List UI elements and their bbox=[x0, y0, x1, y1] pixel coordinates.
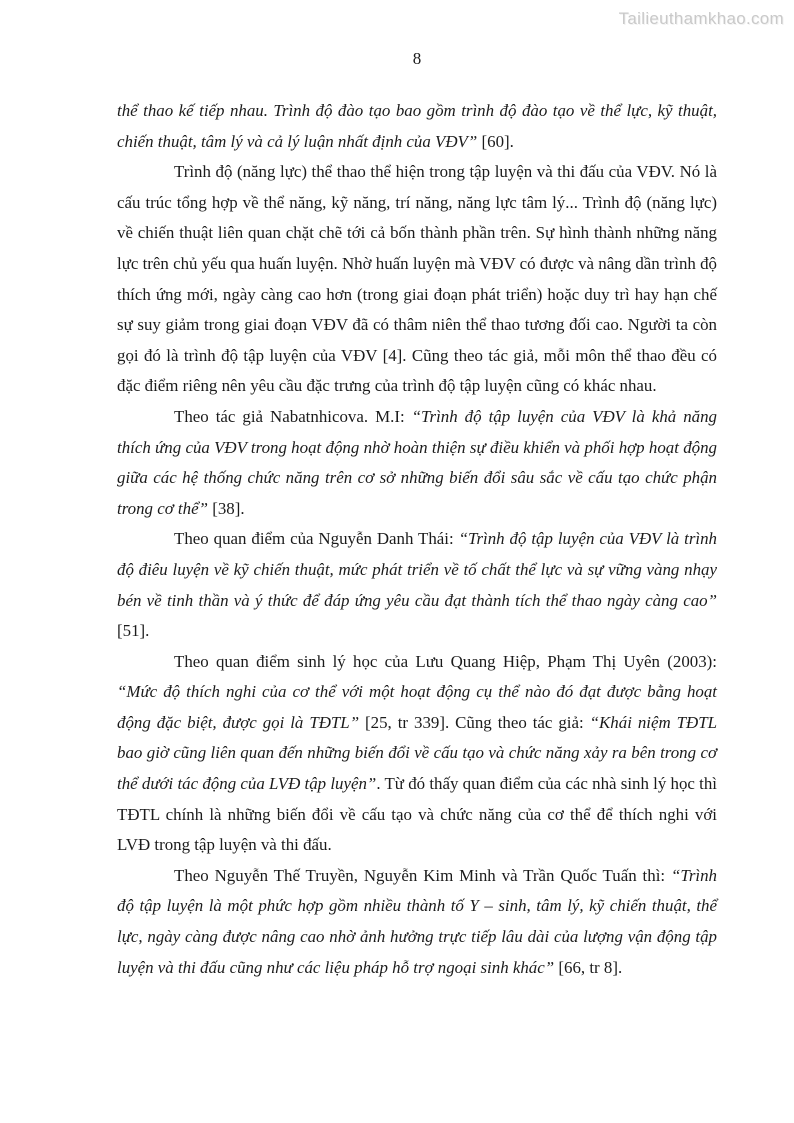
body-text: [51]. bbox=[117, 621, 150, 641]
body-text: Theo Nguyễn Thế Truyền, Nguyễn Kim Minh và Trần Quốc Tuấn thì: bbox=[174, 865, 671, 885]
quoted-italic-text: “Trình độ tập luyện là một phức hợp gồm nhiều thành tố Y – sinh, tâm lý, kỹ chiến thuật, thể lực, ngày càng được nâng cao nhờ ảnh hưởng trực tiếp lâu dài của lượng vận động tập luyện và thi đấu cũng như các liệu pháp hỗ trợ ngoại sinh khác” bbox=[117, 865, 717, 977]
quoted-italic-text: “Trình độ tập luyện của VĐV là khả năng thích ứng của VĐV trong hoạt động nhờ hoàn thiện sự điều khiển và phối hợp hoạt động giữa các hệ thống chức năng trên cơ sở những biến đổi sâu sắc về cấu tạo chức phận trong cơ thể” bbox=[117, 406, 718, 518]
paragraph bbox=[117, 647, 717, 861]
quoted-italic-text: “Trình độ tập luyện của VĐV là trình độ điêu luyện về kỹ chiến thuật, mức phát triển về tố chất thể lực và sự vững vàng nhạy bén về tinh thần và ý thức để đáp ứng yêu cầu đạt thành tích thể thao ngày càng cao” bbox=[117, 529, 717, 610]
body-text: [38]. bbox=[207, 498, 245, 518]
body-text: [25, tr 339]. Cũng theo tác giả: bbox=[359, 712, 590, 732]
body-text: Theo quan điểm của Nguyễn Danh Thái: bbox=[174, 529, 459, 549]
watermark: Tailieuthamkhao.com bbox=[618, 9, 784, 28]
page-number: 8 bbox=[412, 49, 422, 68]
document-body bbox=[117, 96, 717, 983]
paragraph bbox=[117, 157, 717, 402]
body-text: [66, tr 8]. bbox=[554, 957, 623, 977]
body-text: [60]. bbox=[477, 131, 514, 151]
body-text: . Từ đó thấy quan điểm của các nhà sinh lý học thì TĐTL chính là những biến đổi về cấu tạo và chức năng của cơ thể để thích nghi với LVĐ trong tập luyện và thi đấu. bbox=[117, 774, 718, 855]
paragraph bbox=[117, 96, 717, 157]
quoted-italic-text: thể thao kế tiếp nhau. Trình độ đào tạo bao gồm trình độ đào tạo về thể lực, kỹ thuật, chiến thuật, tâm lý và cả lý luận nhất định của VĐV” bbox=[117, 101, 717, 151]
quoted-italic-text: “Khái niệm TĐTL bao giờ cũng liên quan đến những biến đổi về cấu tạo và chức năng xảy ra bên trong cơ thể dưới tác động của LVĐ tập luyện” bbox=[117, 712, 717, 794]
paragraph bbox=[117, 524, 717, 646]
body-text: Trình độ (năng lực) thể thao thể hiện trong tập luyện và thi đấu của VĐV. Nó là cấu trúc tổng hợp về thể năng, kỹ năng, trí năng, năng lực tâm lý... Trình độ (năng lực) về chiến thuật liên quan chặt chẽ tới cả bốn thành phần trên. Sự hình thành những năng lực trên chủ yếu qua huấn luyện. Nhờ huấn luyện mà VĐV có được và nâng dần trình độ thích ứng mới, ngày càng cao hơn (trong giai đoạn phát triển) hoặc duy trì hay hạn chế sự suy giảm trong giai đoạn VĐV đã có thâm niên thể thao tương đối cao. Người ta còn gọi đó là trình độ tập luyện của VĐV [4]. Cũng theo tác giả, mỗi môn thể thao đều có đặc điểm riêng nên yêu cầu đặc trưng của trình độ tập luyện cũng có khác nhau. bbox=[117, 162, 717, 396]
quoted-italic-text: “Mức độ thích nghi của cơ thể với một hoạt động cụ thể nào đó đạt được bằng hoạt động đặc biệt, được gọi là TĐTL” bbox=[117, 682, 717, 732]
body-text: Theo quan điểm sinh lý học của Lưu Quang Hiệp, Phạm Thị Uyên (2003): bbox=[174, 651, 717, 671]
body-text: Theo tác giả Nabatnhicova. M.I: bbox=[174, 406, 412, 426]
paragraph bbox=[117, 402, 717, 524]
paragraph bbox=[117, 861, 717, 983]
